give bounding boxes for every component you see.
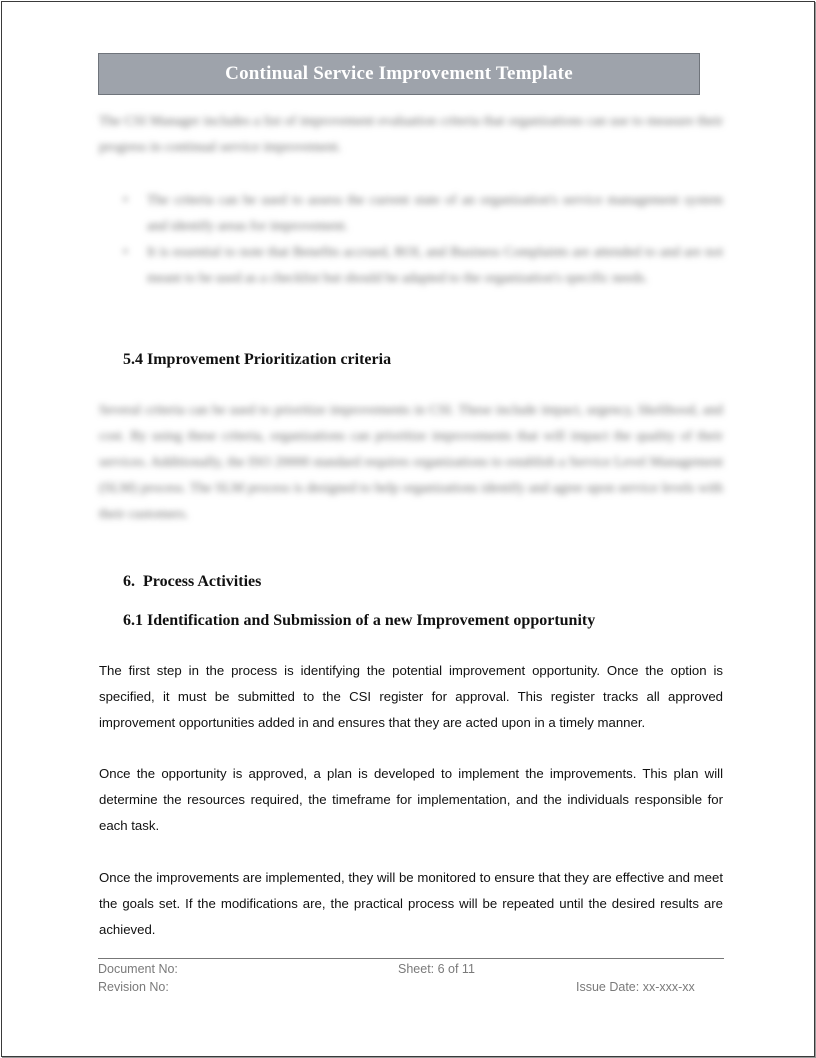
section-6-heading xyxy=(123,572,261,592)
footer-revision-no: Revision No: xyxy=(98,980,169,994)
bullet-icon: • xyxy=(123,193,128,208)
footer-divider xyxy=(98,958,724,959)
section-6-title: Process Activities xyxy=(143,573,262,590)
section-6-1-paragraph-1: The first step in the process is identifying the potential improvement opportunity. Once the option is specified, it must be submitted to the CSI register for approval. This register tracks all approved improvement opportunities added in and ensures that they are acted upon in a timely manner. xyxy=(99,663,723,730)
intro-paragraph: The CSI Manager includes a list of improvement evaluation criteria that organizations can use to measure their progress in continual service improvement. xyxy=(99,114,723,155)
document-title: Continual Service Improvement Template xyxy=(98,53,700,95)
document-page xyxy=(1,1,815,1057)
section-6-number: 6. xyxy=(123,573,135,590)
bullet-text: The criteria can be used to assess the current state of an organization's service management system and identify areas for improvement. xyxy=(147,193,723,234)
section-6-1-paragraph-2: Once the opportunity is approved, a plan is developed to implement the improvements. This plan will determine the resources required, the timeframe for implementation, and the individuals responsible for each task. xyxy=(99,766,723,833)
section-5-4-heading: 5.4 Improvement Prioritization criteria xyxy=(123,351,392,368)
footer-issue-date: Issue Date: xx-xxx-xx xyxy=(576,980,695,994)
bullet-text: It is essential to note that Benefits accrued, ROI, and Business Complaints are attended to and are not meant to be used as a checklist but should be adapted to the organization's specific needs. xyxy=(147,245,723,286)
section-5-4-paragraph: Several criteria can be used to prioritize improvements in CSI. These include impact, urgency, likelihood, and cost. By using these criteria, organizations can prioritize improvements that will impact the quality of their services. Additionally, the ISO 20000 standard requires organizations to establish a Service Level Management (SLM) process. The SLM process is designed to help organizations identify and agree upon service levels with their customers. xyxy=(99,403,723,522)
bullet-icon: • xyxy=(123,245,128,260)
intro-bullet-list xyxy=(99,188,723,292)
list-item xyxy=(99,240,723,292)
section-6-1-heading: 6.1 Identification and Submission of a new Improvement opportunity xyxy=(123,612,596,629)
footer-sheet: Sheet: 6 of 11 xyxy=(398,962,475,976)
list-item xyxy=(99,188,723,240)
footer-document-no: Document No: xyxy=(98,962,178,976)
section-6-1-paragraph-3: Once the improvements are implemented, they will be monitored to ensure that they are effective and meet the goals set. If the modifications are, the practical process will be repeated until the desired results are achieved. xyxy=(99,870,723,937)
